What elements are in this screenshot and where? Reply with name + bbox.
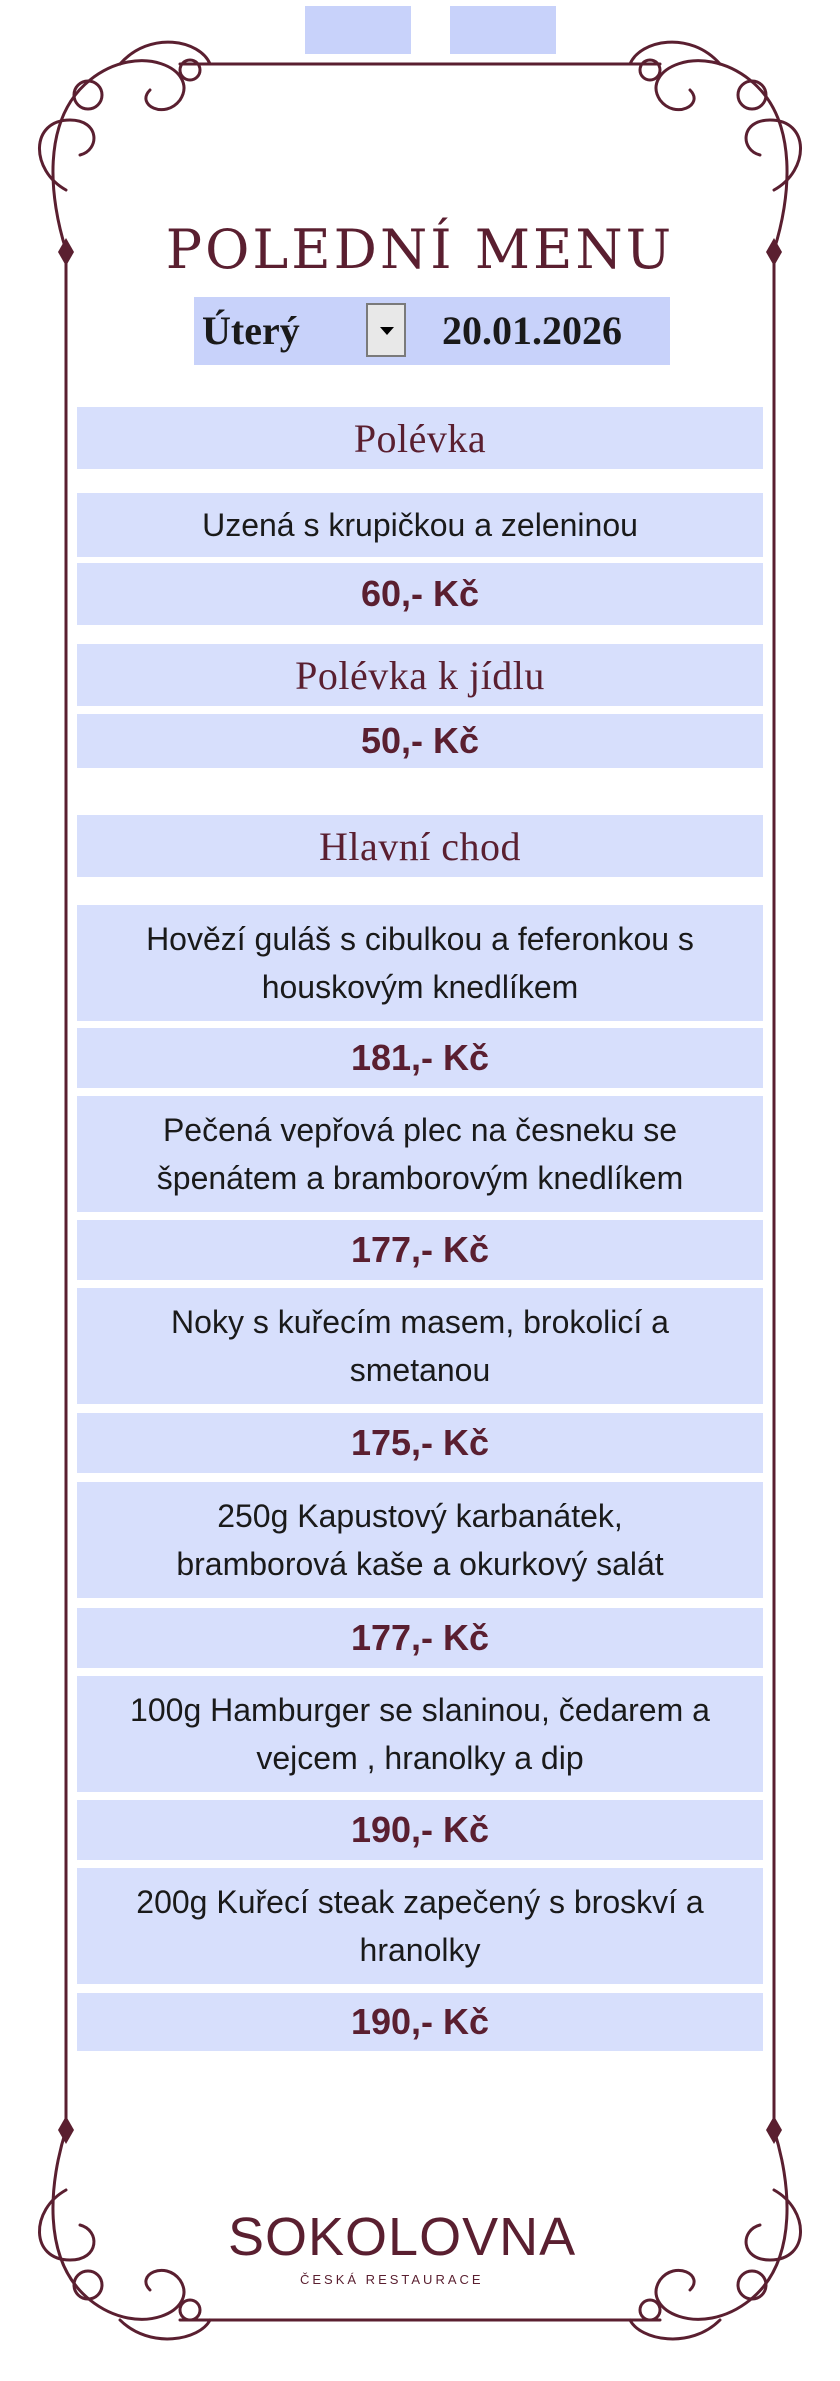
restaurant-logo (228, 2206, 618, 2292)
main-dish-1-price: 181,- Kč (77, 1028, 763, 1088)
logo-subtitle: ČESKÁ RESTAURACE (300, 2272, 484, 2287)
main-dish-3-price: 175,- Kč (77, 1413, 763, 1473)
soup-price: 60,- Kč (77, 563, 763, 625)
main-dish-4: 250g Kapustový karbanátek, bramborová kaše a okurkový salát (77, 1482, 763, 1598)
menu-title: POLEDNÍ MENU (165, 218, 675, 281)
main-dish-5: 100g Hamburger se slaninou, čedarem a vejcem , hranolky a dip (77, 1676, 763, 1792)
main-dish-2: Pečená vepřová plec na česneku se špenátem a bramborovým knedlíkem (77, 1096, 763, 1212)
main-dish-4-price: 177,- Kč (77, 1608, 763, 1668)
section-heading-main: Hlavní chod (77, 815, 763, 877)
section-heading-soup-with-meal: Polévka k jídlu (77, 644, 763, 706)
soup-with-meal-price: 50,- Kč (77, 714, 763, 768)
main-dish-5-price: 190,- Kč (77, 1800, 763, 1860)
day-dropdown-button[interactable] (366, 303, 406, 357)
main-dish-1: Hovězí guláš s cibulkou a feferonkou s houskovým knedlíkem (77, 905, 763, 1021)
main-dish-2-price: 177,- Kč (77, 1220, 763, 1280)
day-selector-bar (194, 297, 670, 365)
main-dish-6-price: 190,- Kč (77, 1993, 763, 2051)
main-dish-3: Noky s kuřecím masem, brokolicí a smetanou (77, 1288, 763, 1404)
day-select-value[interactable]: Úterý (202, 308, 300, 353)
chevron-down-icon (380, 327, 394, 335)
logo-text: SOKOLOVNA (228, 2207, 577, 2267)
menu-date: 20.01.2026 (442, 308, 622, 353)
main-dish-6: 200g Kuřecí steak zapečený s broskví a hranolky (77, 1868, 763, 1984)
soup-dish: Uzená s krupičkou a zeleninou (77, 493, 763, 557)
section-heading-soup: Polévka (77, 407, 763, 469)
